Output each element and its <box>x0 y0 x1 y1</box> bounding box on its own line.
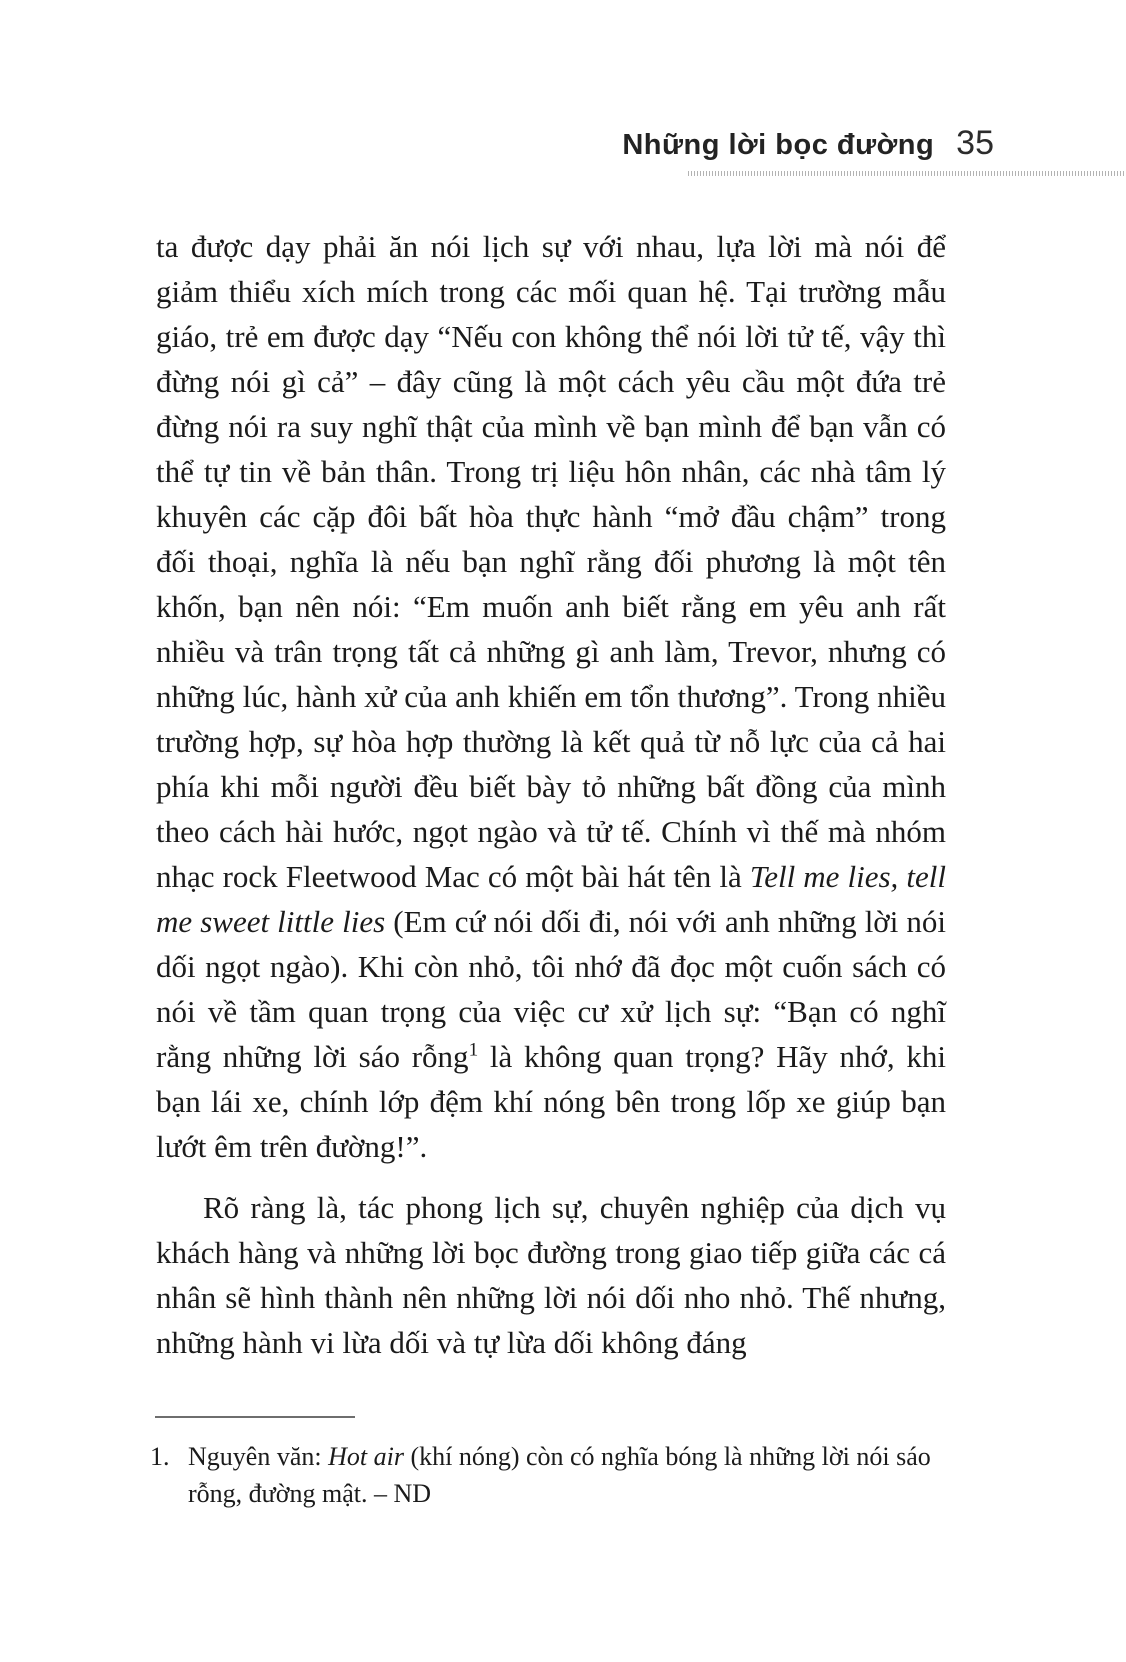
header-dotted-rule <box>688 171 1126 176</box>
paragraph-1: ta được dạy phải ăn nói lịch sự với nhau, lựa lời mà nói để giảm thiểu xích mích trong các mối quan hệ. Tại trường mẫu giáo, trẻ em được dạy “Nếu con không thể nói lời tử tế, vậy thì đừng nói gì cả” – đây cũng là một cách yêu cầu một đứa trẻ đừng nói ra suy nghĩ thật của mình về bạn mình để bạn vẫn có thể tự tin về bản thân. Trong trị liệu hôn nhân, các nhà tâm lý khuyên các cặp đôi bất hòa thực hành “mở đầu chậm” trong đối thoại, nghĩa là nếu bạn nghĩ rằng đối phương là một tên khốn, bạn nên nói: “Em muốn anh biết rằng em yêu anh rất nhiều và trân trọng tất cả những gì anh làm, Trevor, nhưng có những lúc, hành xử của anh khiến em tổn thương”. Trong nhiều trường hợp, sự hòa hợp thường là kết quả từ nỗ lực của cả hai phía khi mỗi người đều biết bày tỏ những bất đồng của mình theo cách hài hước, ngọt ngào và tử tế. Chính vì thế mà nhóm nhạc rock Fleetwood Mac có một bài hát tên là Tell me lies, tell me sweet little lies (Em cứ nói dối đi, nói với anh những lời nói dối ngọt ngào). Khi còn nhỏ, tôi nhớ đã đọc một cuốn sách có nói về tầm quan trọng của việc cư xử lịch sự: “Bạn có nghĩ rằng những lời sáo rỗng$^1$ là không quan trọng? Hãy nhớ, khi bạn lái xe, chính lớp đệm khí nóng bên trong lốp xe giúp bạn lướt êm trên đường!”. <box>156 229 947 1164</box>
footnote <box>150 1438 962 1512</box>
running-title: Những lời bọc đường <box>622 129 935 161</box>
page-number: 35 <box>956 124 994 162</box>
footnote-separator <box>155 1416 355 1418</box>
page-body <box>156 224 946 1365</box>
footnote-reference: 1 <box>468 1039 479 1061</box>
footnote-text: Nguyên văn: Hot air (khí nóng) còn có nghĩa bóng là những lời nói sáo rỗng, đường mật. – ND <box>188 1442 931 1508</box>
footnote-marker: 1. <box>150 1442 170 1471</box>
page-header <box>622 124 994 163</box>
paragraph-2: Rõ ràng là, tác phong lịch sự, chuyên nghiệp của dịch vụ khách hàng và những lời bọc đường trong giao tiếp giữa các cá nhân sẽ hình thành nên những lời nói dối nho nhỏ. Thế nhưng, những hành vi lừa dối và tự lừa dối không đáng <box>156 1190 946 1360</box>
